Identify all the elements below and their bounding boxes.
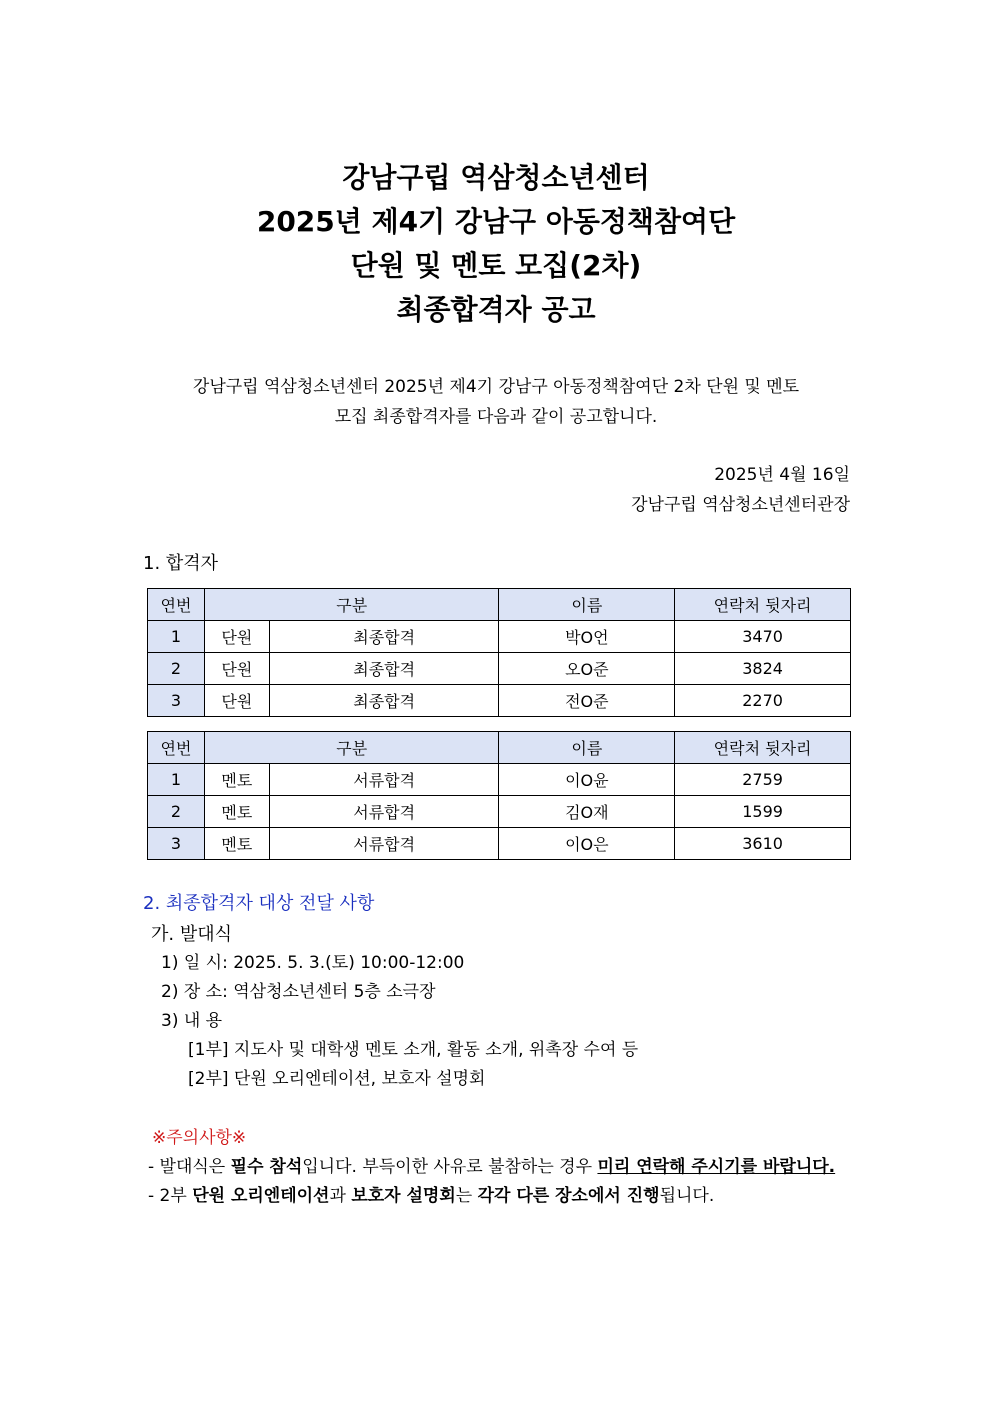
item-content: 3) 내 용 [161,1011,223,1031]
cell-no: 1 [148,764,205,796]
mentors-table [147,731,851,860]
title-line-3: 단원 및 멘토 모집(2차) [350,249,642,282]
cell-contact: 2759 [675,764,851,796]
item-schedule: 1) 일 시: 2025. 5. 3.(토) 10:00-12:00 [161,953,465,973]
date-block [631,460,850,520]
notice-text: 과 [329,1186,352,1206]
item-part-2: [2부] 단원 오리엔테이션, 보호자 설명회 [188,1069,486,1089]
notice-title: ※주의사항※ [152,1128,247,1148]
table-row [148,653,851,685]
cell-status: 최종합격 [269,621,499,653]
cell-type: 단원 [204,653,269,685]
cell-name: 김O재 [499,796,675,828]
document-title [0,156,992,332]
subsection-a-title: 가. 발대식 [151,924,232,945]
header-name: 이름 [499,732,675,764]
cell-no: 2 [148,653,205,685]
item-part-1: [1부] 지도사 및 대학생 멘토 소개, 활동 소개, 위촉장 수여 등 [188,1040,639,1060]
header-contact: 연락처 뒷자리 [675,589,851,621]
notice-text: 는 [455,1186,478,1206]
notice-text: - 2부 [148,1186,193,1206]
title-line-1: 강남구립 역삼청소년센터 [342,161,650,194]
header-category: 구분 [204,732,499,764]
header-contact: 연락처 뒷자리 [675,732,851,764]
header-name: 이름 [499,589,675,621]
table-header-row [148,732,851,764]
cell-status: 서류합격 [269,764,499,796]
cell-type: 단원 [204,621,269,653]
item-location: 2) 장 소: 역삼청소년센터 5층 소극장 [161,982,436,1002]
intro-line-2: 모집 최종합격자를 다음과 같이 공고합니다. [334,407,658,427]
header-no: 연번 [148,732,205,764]
notice-bold: 보호자 설명회 [351,1186,456,1206]
table-row [148,621,851,653]
title-line-4: 최종합격자 공고 [396,293,596,326]
cell-name: 이O윤 [499,764,675,796]
cell-contact: 1599 [675,796,851,828]
cell-type: 멘토 [204,764,269,796]
cell-status: 최종합격 [269,653,499,685]
section-1-title: 1. 합격자 [143,553,219,574]
table-row [148,828,851,860]
cell-type: 멘토 [204,828,269,860]
intro-line-1: 강남구립 역삼청소년센터 2025년 제4기 강남구 아동정책참여단 2차 단원 및 멘토 [192,377,800,397]
members-table [147,588,851,717]
notice-bold: 단원 오리엔테이션 [192,1186,330,1206]
issuer: 강남구립 역삼청소년센터관장 [631,495,850,515]
notice-bold: 필수 참석 [230,1157,303,1177]
notice-text: - 발대식은 [148,1157,231,1177]
table-row [148,764,851,796]
table-row [148,796,851,828]
cell-no: 3 [148,685,205,717]
cell-contact: 3824 [675,653,851,685]
ceremony-details [143,920,638,1094]
notice-block [148,1124,835,1211]
cell-type: 멘토 [204,796,269,828]
section-2-title: 2. 최종합격자 대상 전달 사항 [143,893,375,914]
title-line-2: 2025년 제4기 강남구 아동정책참여단 [256,205,736,238]
notice-line-2 [148,1182,835,1211]
cell-name: 오O준 [499,653,675,685]
cell-no: 1 [148,621,205,653]
notice-bold: 각각 다른 장소에서 진행 [477,1186,660,1206]
header-category: 구분 [204,589,499,621]
cell-contact: 2270 [675,685,851,717]
cell-status: 서류합격 [269,796,499,828]
notice-text: 됩니다. [659,1186,715,1206]
notice-text: 입니다. 부득이한 사유로 불참하는 경우 [302,1157,598,1177]
table-row [148,685,851,717]
header-no: 연번 [148,589,205,621]
notice-line-1 [148,1153,835,1182]
announcement-date: 2025년 4월 16일 [714,465,850,485]
cell-name: 이O은 [499,828,675,860]
notice-underline: 미리 연락해 주시기를 바랍니다. [597,1157,836,1177]
cell-status: 최종합격 [269,685,499,717]
cell-no: 3 [148,828,205,860]
table-header-row [148,589,851,621]
cell-name: 전O준 [499,685,675,717]
cell-contact: 3610 [675,828,851,860]
intro-paragraph [150,372,842,432]
cell-type: 단원 [204,685,269,717]
cell-status: 서류합격 [269,828,499,860]
cell-name: 박O언 [499,621,675,653]
cell-contact: 3470 [675,621,851,653]
cell-no: 2 [148,796,205,828]
